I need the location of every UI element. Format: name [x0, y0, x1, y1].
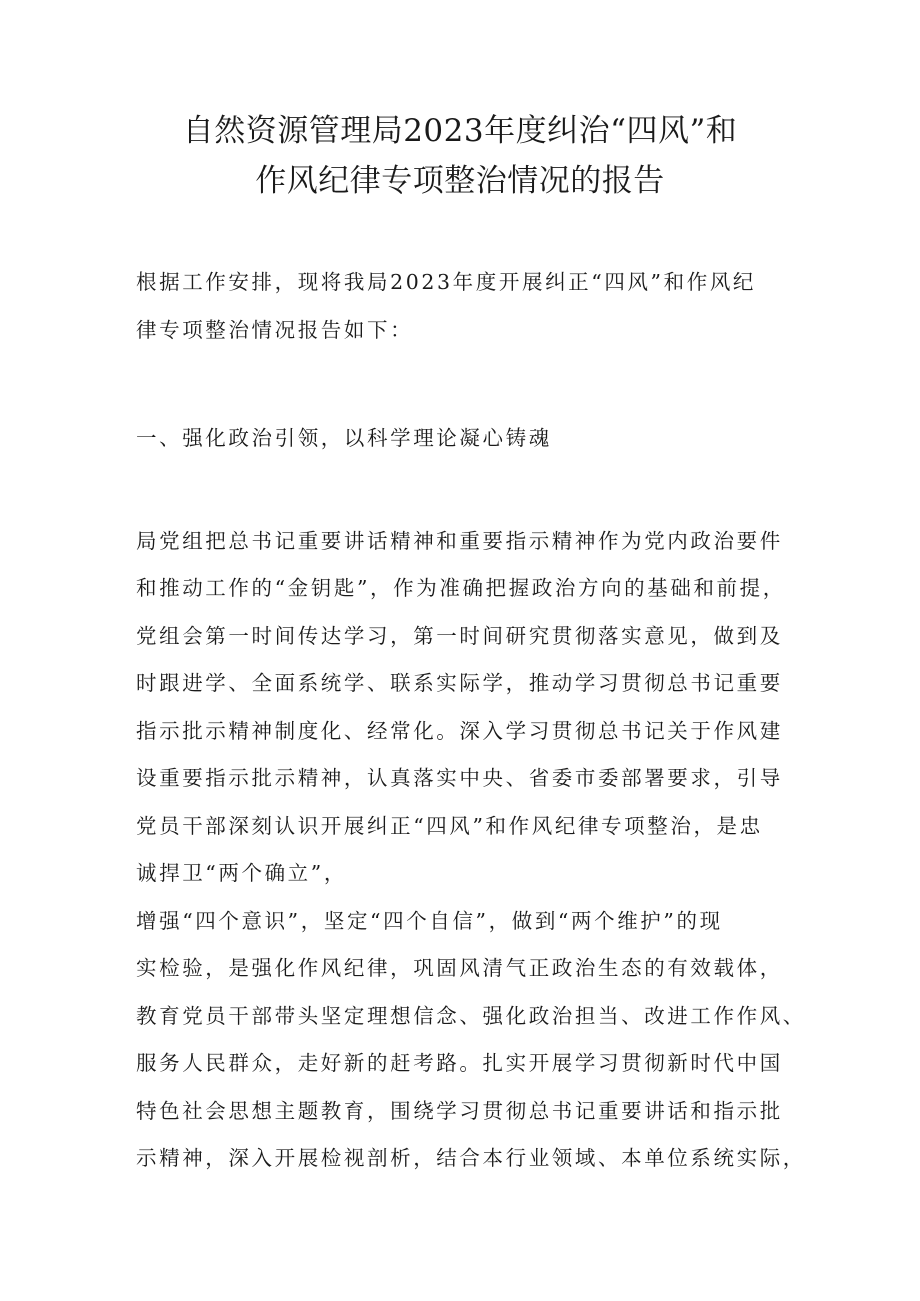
body-line-14: 示精神，深入开展检视剖析，结合本行业领域、本单位系统实际，: [136, 1146, 806, 1170]
body-line-6: 设重要指示批示精神，认真落实中央、省委市委部署要求，引导: [136, 766, 783, 790]
body-line-12: 服务人民群众，走好新的赶考路。扎实开展学习贯彻新时代中国: [136, 1051, 783, 1075]
section-heading: 一、强化政治引领，以科学理论凝心铸魂: [136, 426, 552, 450]
body-line-1: 局党组把总书记重要讲话精神和重要指示精神作为党内政治要件: [136, 529, 783, 553]
intro-line-1: 根据工作安排，现将我局2023年度开展纠正“四风”和作风纪: [136, 270, 757, 294]
document-title-line-2: 作风纪律专项整治情况的报告: [255, 163, 665, 199]
body-line-13: 特色社会思想主题教育，围绕学习贯彻总书记重要讲话和指示批: [136, 1099, 783, 1123]
document-title-line-1: 自然资源管理局2023年度纠治“四风”和: [182, 113, 738, 149]
body-line-9: 增强“四个意识”，坚定“四个自信”，做到“两个维护”的现: [136, 909, 723, 933]
body-line-2: 和推动工作的“金钥匙”，作为准确把握政治方向的基础和前提，: [136, 576, 786, 600]
body-line-11: 教育党员干部带头坚定理想信念、强化政治担当、改进工作作风、: [136, 1004, 806, 1028]
body-line-10: 实检验，是强化作风纪律，巩固风清气正政治生态的有效载体，: [136, 956, 783, 980]
body-line-4: 时跟进学、全面系统学、联系实际学，推动学习贯彻总书记重要: [136, 671, 783, 695]
body-line-5: 指示批示精神制度化、经常化。深入学习贯彻总书记关于作风建: [136, 719, 783, 743]
body-line-3: 党组会第一时间传达学习，第一时间研究贯彻落实意见，做到及: [136, 624, 783, 648]
intro-line-2: 律专项整治情况报告如下：: [136, 318, 414, 342]
body-line-7: 党员干部深刻认识开展纠正“四风”和作风纪律专项整治，是忠: [136, 814, 763, 838]
body-line-8: 诚捍卫“两个确立”，: [136, 861, 347, 885]
